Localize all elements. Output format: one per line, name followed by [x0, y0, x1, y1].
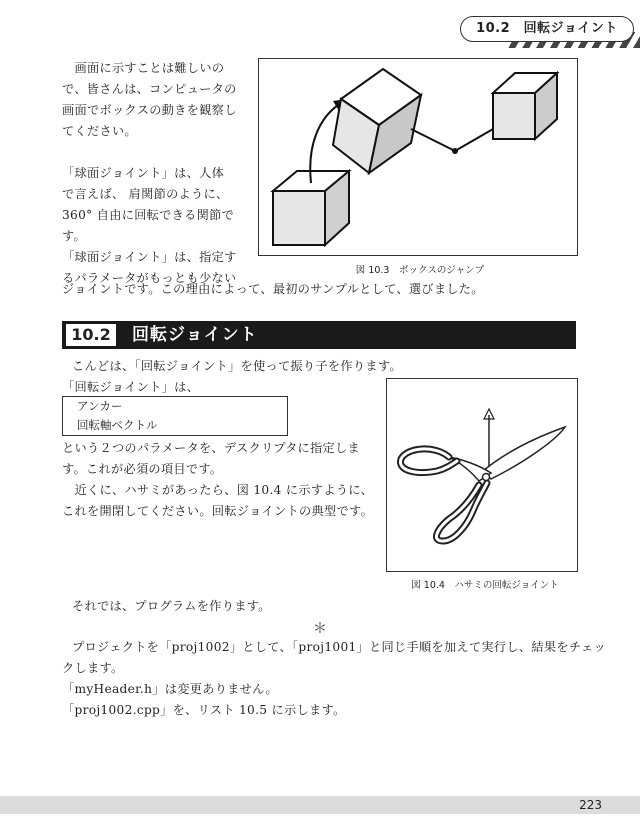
intro-line: 360° 自由に回転できる関節で: [62, 208, 235, 222]
intro-line: で言えば、 肩関節のように、: [62, 187, 229, 201]
intro-full-line: ジョイントです。この理由によって、最初のサンプルとして、選びました。: [62, 282, 484, 296]
body-line: それでは、プログラムを作ります。: [72, 599, 271, 613]
body-line: 「proj1002.cpp」を、リスト 10.5 に示します。: [62, 703, 346, 717]
intro-line: るパラメータがもっとも少ない: [62, 271, 237, 285]
body-line: 「myHeader.h」は変更ありません。: [62, 682, 278, 696]
body-line: 「回転ジョイント」は、: [62, 380, 200, 394]
page-number: 223: [579, 798, 602, 812]
body-line: す。これが必須の項目です。: [62, 462, 223, 476]
section-heading: [62, 321, 576, 349]
link-line: [455, 129, 493, 151]
intro-line: 「球面ジョイント」は、人体: [62, 166, 225, 180]
parameter-axis: 回転軸ベクトル: [77, 418, 158, 432]
figure-10-3: [258, 58, 578, 256]
footer-bar: [0, 796, 640, 814]
parameter-anchor: アンカー: [77, 399, 123, 413]
lower-handle: [436, 483, 487, 541]
figure-10-4: [386, 378, 578, 572]
section-number: 10.2: [66, 324, 116, 346]
intro-line: す。: [62, 229, 86, 243]
intro-line: 画面でボックスの動きを観察し: [62, 103, 237, 117]
body-line: 近くに、ハサミがあったら、図 10.4 に示すように、: [62, 483, 374, 497]
intro-line: 「球面ジョイント」は、指定す: [62, 250, 237, 264]
link-line: [411, 129, 455, 151]
body-line: という２つのパラメータを、デスクリプタに指定しま: [62, 441, 360, 455]
joint-point: [452, 148, 458, 154]
figure-10-3-caption: 図 10.3 ボックスのジャンプ: [355, 265, 485, 276]
body-line: これを開閉してください。回転ジョイントの典型です。: [62, 504, 373, 518]
scissors-illustration: [387, 379, 577, 571]
section-title: 回転ジョイント: [132, 325, 258, 345]
upper-blade: [483, 427, 565, 479]
right-cube-front: [493, 93, 535, 139]
box-jump-illustration: [259, 59, 577, 255]
figure-10-4-caption: 図 10.4 ハサミの回転ジョイント: [411, 580, 559, 591]
body-line: こんどは、「回転ジョイント」を使って振り子を作ります。: [72, 359, 402, 373]
pivot-joint: [483, 474, 490, 481]
body-line: プロジェクトを「proj1002」として、「proj1001」と同じ手順を加えて実行し、結果をチェッ: [72, 640, 606, 654]
intro-line: で、皆さんは、コンピュータの: [62, 82, 237, 96]
cube-front: [273, 191, 325, 245]
intro-line: てください。: [62, 124, 137, 138]
running-header: [418, 8, 640, 48]
parameter-list-box: [62, 396, 288, 436]
header-section-label: 10.2 回転ジョイント: [460, 16, 634, 42]
separator-asterisk: ＊: [313, 621, 327, 637]
body-line: クします。: [62, 661, 124, 675]
intro-line: 画面に示すことは難しいの: [62, 61, 225, 75]
intro-text: [62, 58, 252, 289]
